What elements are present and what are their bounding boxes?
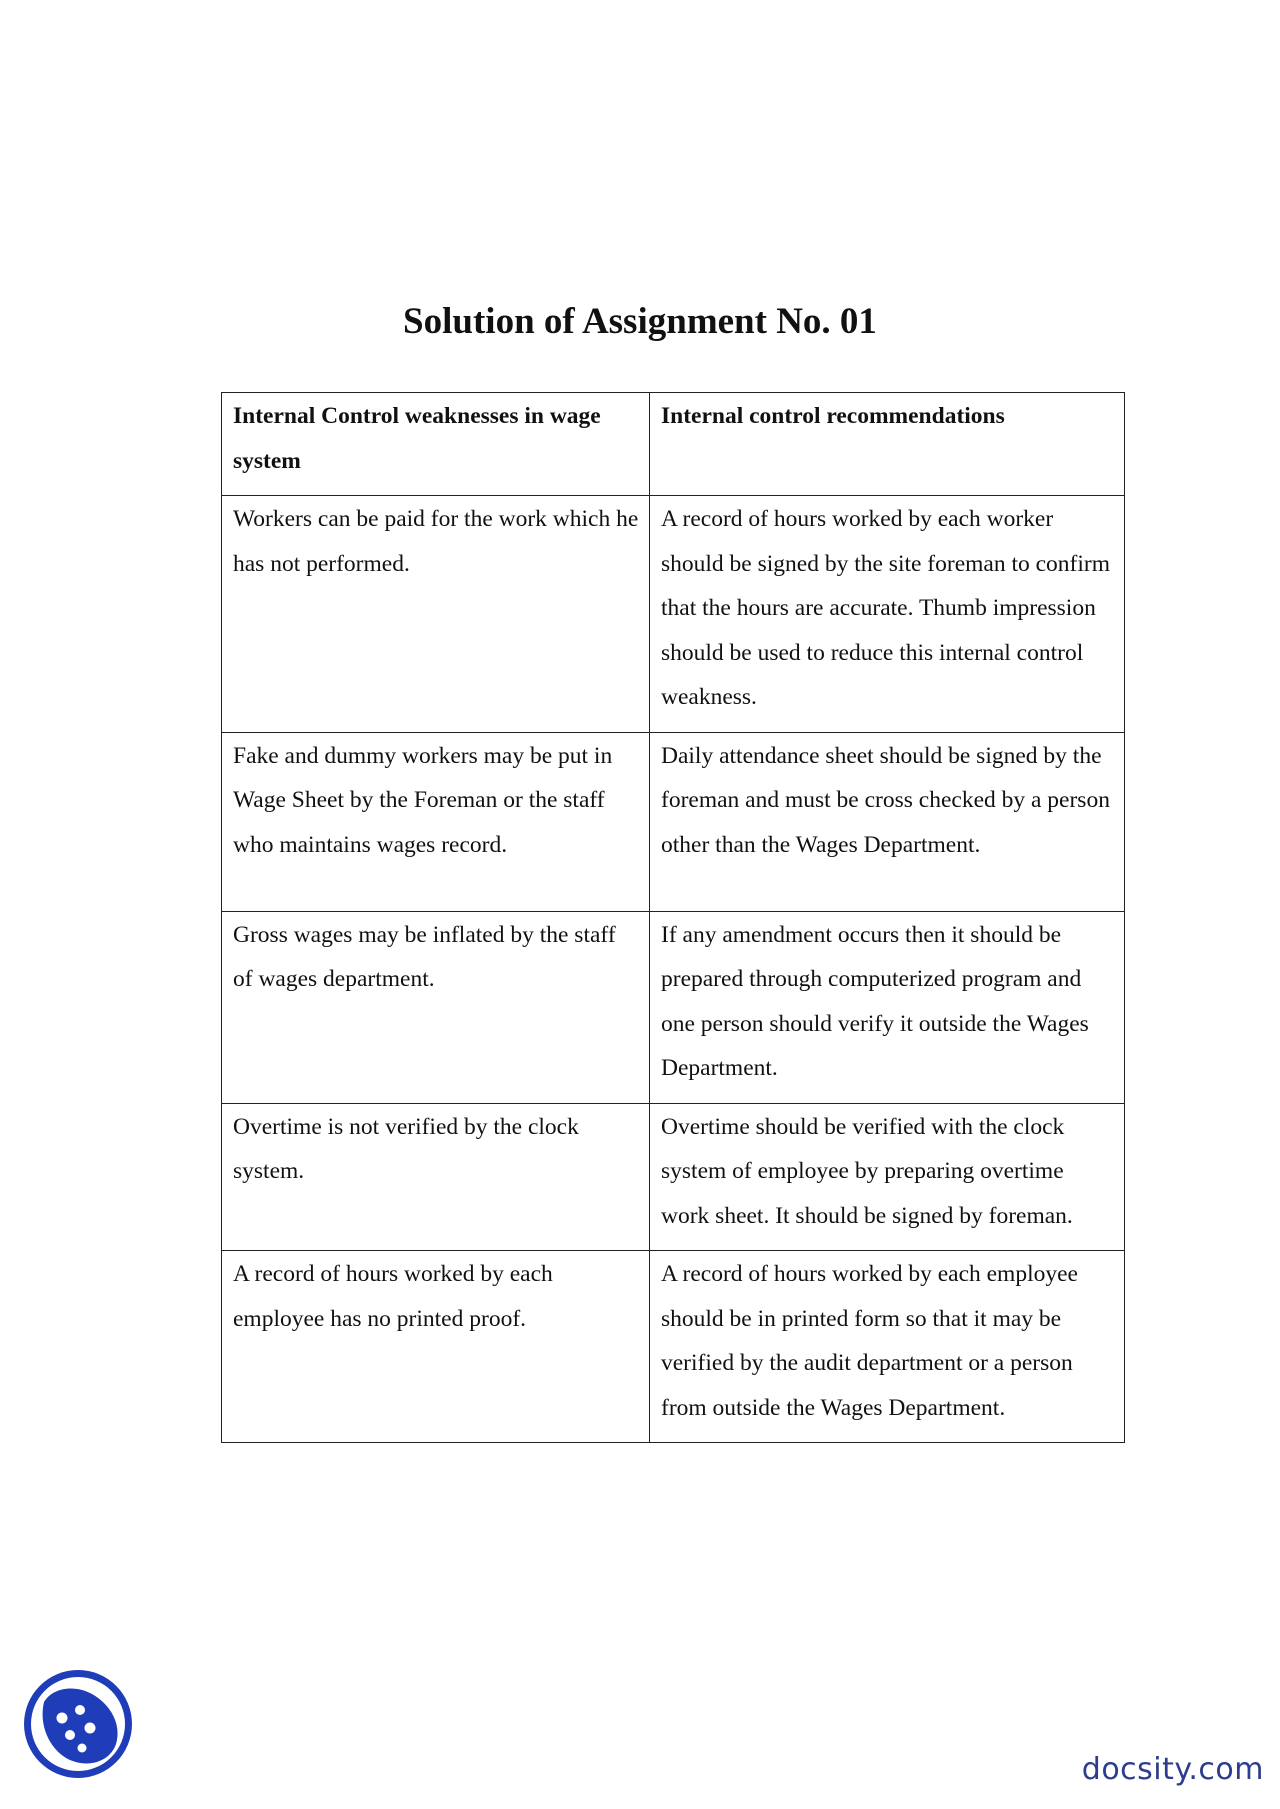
table-row [222, 1103, 1125, 1251]
weakness-cell: Gross wages may be inflated by the staff of wages department. [222, 911, 650, 1103]
weakness-cell: Workers can be paid for the work which he has not performed. [222, 496, 650, 733]
recommendation-cell: Daily attendance sheet should be signed by the foreman and must be cross checked by a person other than the Wages Department. [650, 732, 1125, 911]
recommendation-cell: Overtime should be verified with the clock system of employee by preparing overtime work sheet. It should be signed by foreman. [650, 1103, 1125, 1251]
table-row [222, 1251, 1125, 1443]
table-row [222, 911, 1125, 1103]
recommendation-cell: If any amendment occurs then it should be prepared through computerized program and one person should verify it outside the Wages Department. [650, 911, 1125, 1103]
table-row [222, 496, 1125, 733]
solution-table [221, 392, 1125, 1443]
page-title: Solution of Assignment No. 01 [403, 301, 877, 342]
header-recommendations: Internal control recommendations [650, 393, 1125, 496]
table-header-row [222, 393, 1125, 496]
docsity-logo-icon [22, 1668, 134, 1780]
header-weaknesses: Internal Control weaknesses in wage system [222, 393, 650, 496]
recommendation-cell: A record of hours worked by each worker should be signed by the site foreman to confirm that the hours are accurate. Thumb impression should be used to reduce this internal control weakness. [650, 496, 1125, 733]
weakness-cell: Fake and dummy workers may be put in Wage Sheet by the Foreman or the staff who maintains wages record. [222, 732, 650, 911]
docsity-brand[interactable]: docsity.com [1081, 1752, 1264, 1787]
table-row [222, 732, 1125, 911]
recommendation-cell: A record of hours worked by each employee should be in printed form so that it may be verified by the audit department or a person from outside the Wages Department. [650, 1251, 1125, 1443]
weakness-cell: Overtime is not verified by the clock system. [222, 1103, 650, 1251]
weakness-cell: A record of hours worked by each employee has no printed proof. [222, 1251, 650, 1443]
